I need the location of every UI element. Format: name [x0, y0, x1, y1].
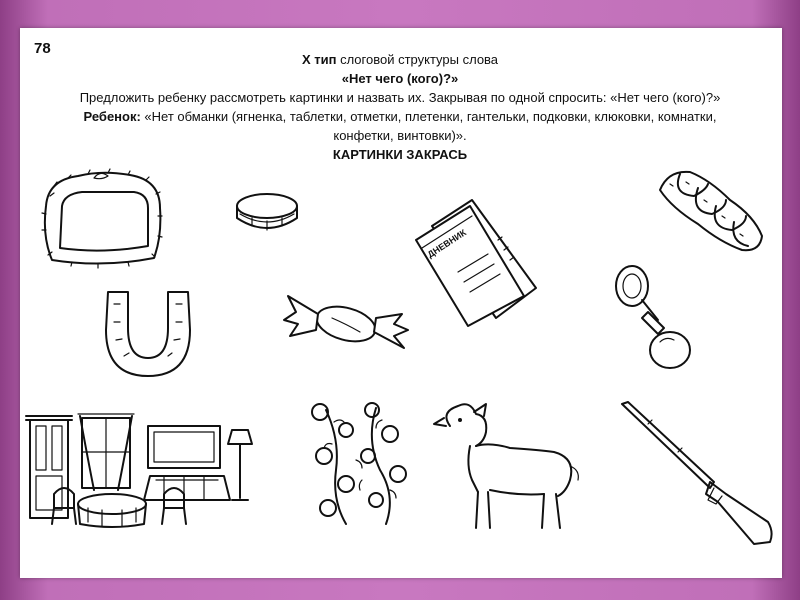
- cranberry-branch-picture: [306, 400, 416, 530]
- worksheet-page: [20, 28, 782, 578]
- child-label: Ребенок:: [83, 109, 141, 124]
- rifle-picture: [618, 398, 778, 548]
- child-answer-line: [60, 107, 740, 145]
- candy-picture: [282, 290, 412, 355]
- notebook-cover-label: ДНЕВНИК: [425, 227, 468, 260]
- instruction-text: Предложить ребенку рассмотреть картинки и назвать их. Закрывая по одной спросить: «Нет чего (кого)?»: [79, 90, 721, 105]
- room-interior-picture: [24, 410, 270, 528]
- bracelet-picture: [232, 188, 302, 238]
- notebook-picture: [412, 196, 542, 331]
- pacifier-picture: [608, 260, 698, 375]
- subheading: «Нет чего (кого)?»: [341, 71, 459, 86]
- fur-hat-picture: [38, 166, 168, 271]
- instructions-block: [60, 50, 740, 164]
- child-answer: «Нет обманки (ягненка, таблетки, отметки, плетенки, гантельки, подковки, клюковки, комнатки, конфетки, винтовки)».: [140, 109, 717, 143]
- horseshoe-picture: [98, 278, 198, 383]
- color-prompt: КАРТИНКИ ЗАКРАСЬ: [332, 147, 468, 162]
- page-number: 78: [34, 40, 51, 57]
- lamb-picture: [430, 396, 590, 536]
- heading-line: [60, 50, 740, 69]
- heading-rest: слоговой структуры слова: [336, 52, 499, 67]
- heading-type: X тип: [301, 52, 337, 67]
- braided-bread-picture: [650, 160, 770, 255]
